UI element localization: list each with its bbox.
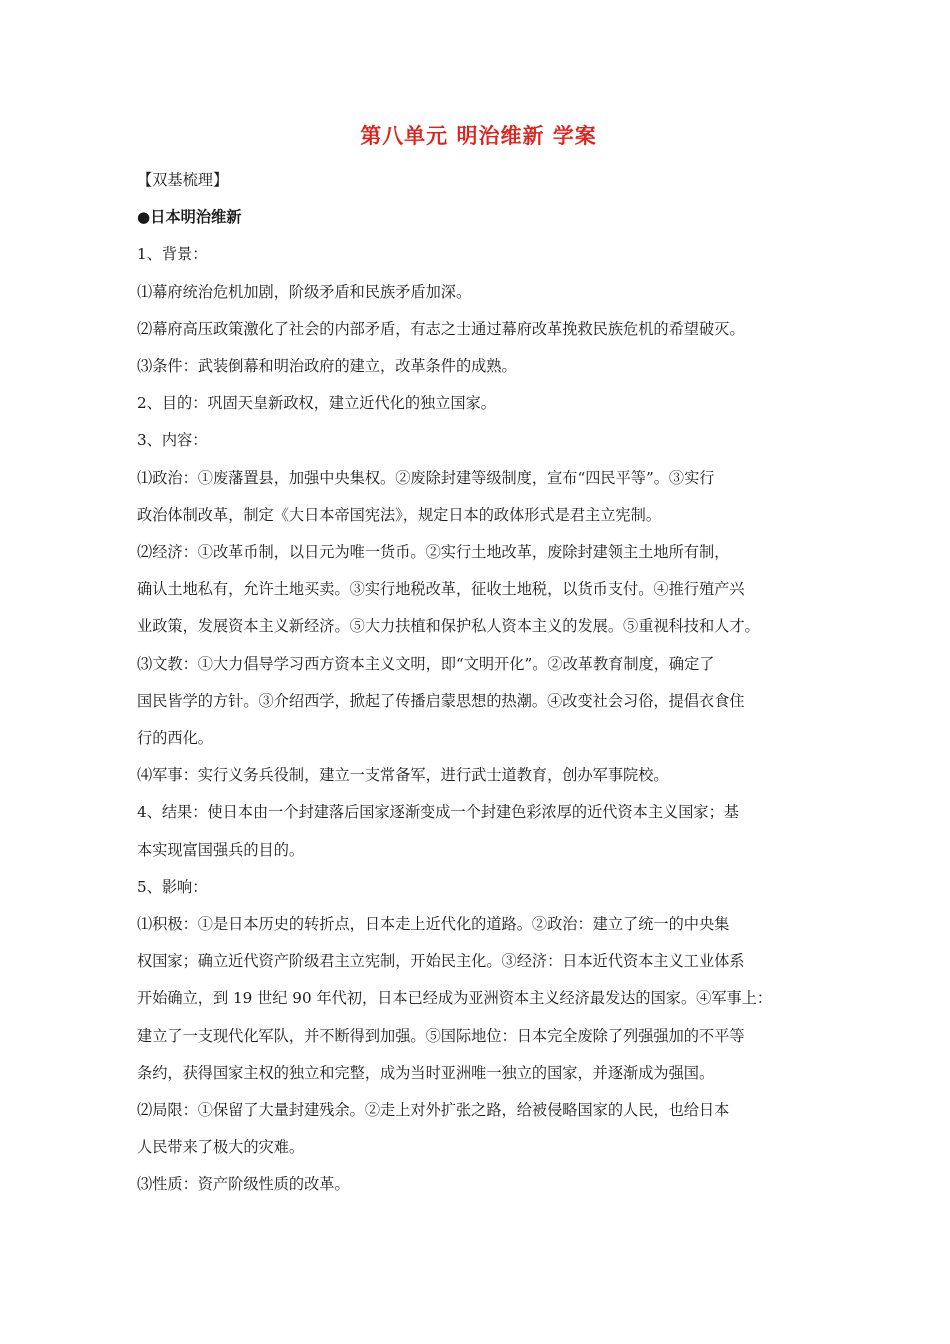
text-line: 确认土地私有，允许土地买卖。③实行地税改革，征收土地税，以货币支付。④推行殖产兴 — [137, 580, 745, 599]
text-line: ⑵幕府高压政策激化了社会的内部矛盾，有志之士通过幕府改革挽救民族危机的希望破灭。 — [137, 319, 745, 338]
text-line: 国民皆学的方针。③介绍西学，掀起了传播启蒙思想的热潮。④改变社会习俗，提倡衣食住 — [137, 691, 745, 710]
text-line: 2、目的：巩固天皇新政权，建立近代化的独立国家。 — [137, 394, 496, 413]
text-line: 行的西化。 — [137, 729, 213, 748]
document-title: 第八单元 明治维新 学案 — [360, 123, 597, 148]
text-line: 业政策，发展资本主义新经济。⑤大力扶植和保护私人资本主义的发展。⑤重视科技和人才。 — [137, 617, 760, 636]
text-line: 本实现富国强兵的目的。 — [137, 840, 305, 859]
text-line: 开始确立，到 19 世纪 90 年代初，日本已经成为亚洲资本主义经济最发达的国家。④军事上： — [137, 989, 773, 1008]
text-line: ⑵局限：①保留了大量封建残余。②走上对外扩张之路，给被侵略国家的人民，也给日本 — [137, 1101, 730, 1120]
text-line: 3、内容： — [137, 431, 208, 450]
text-line: ⑵经济：①改革币制，以日元为唯一货币。②实行土地改革，废除封建领主土地所有制， — [137, 543, 730, 562]
text-line: ⑴政治：①废藩置县，加强中央集权。②废除封建等级制度，宣布“四民平等”。③实行 — [137, 468, 715, 487]
text-line: ⑷军事：实行义务兵役制，建立一支常备军，进行武士道教育，创办军事院校。 — [137, 766, 669, 785]
text-line: ⑶条件：武装倒幕和明治政府的建立，改革条件的成熟。 — [137, 357, 517, 376]
text-line: ⑶性质：资产阶级性质的改革。 — [137, 1175, 350, 1194]
text-line: 政治体制改革，制定《大日本帝国宪法》，规定日本的政体形式是君主立宪制。 — [137, 505, 661, 524]
text-line: 人民带来了极大的灾难。 — [137, 1138, 305, 1157]
text-line: 1、背景： — [137, 245, 208, 264]
text-line: 建立了一支现代化军队，并不断得到加强。⑤国际地位：日本完全废除了列强强加的不平等 — [137, 1026, 745, 1045]
section-heading: ●日本明治维新 — [137, 208, 242, 227]
text-line: ⑶文教：①大力倡导学习西方资本主义文明，即“文明开化”。②改革教育制度，确定了 — [137, 654, 715, 673]
document-body — [137, 162, 820, 1204]
text-line: 【双基梳理】 — [137, 171, 229, 189]
text-line: ⑴积极：①是日本历史的转折点，日本走上近代化的道路。②政治：建立了统一的中央集 — [137, 915, 730, 934]
text-line: ⑴幕府统治危机加剧，阶级矛盾和民族矛盾加深。 — [137, 282, 472, 301]
text-line: 5、影响： — [137, 877, 208, 896]
text-line: 4、结果：使日本由一个封建落后国家逐渐变成一个封建色彩浓厚的近代资本主义国家；基 — [137, 803, 739, 822]
text-line: 条约，获得国家主权的独立和完整，成为当时亚洲唯一独立的国家，并逐渐成为强国。 — [137, 1063, 715, 1082]
text-line: 权国家；确立近代资产阶级君主立宪制，开始民主化。③经济：日本近代资本主义工业体系 — [137, 952, 745, 971]
